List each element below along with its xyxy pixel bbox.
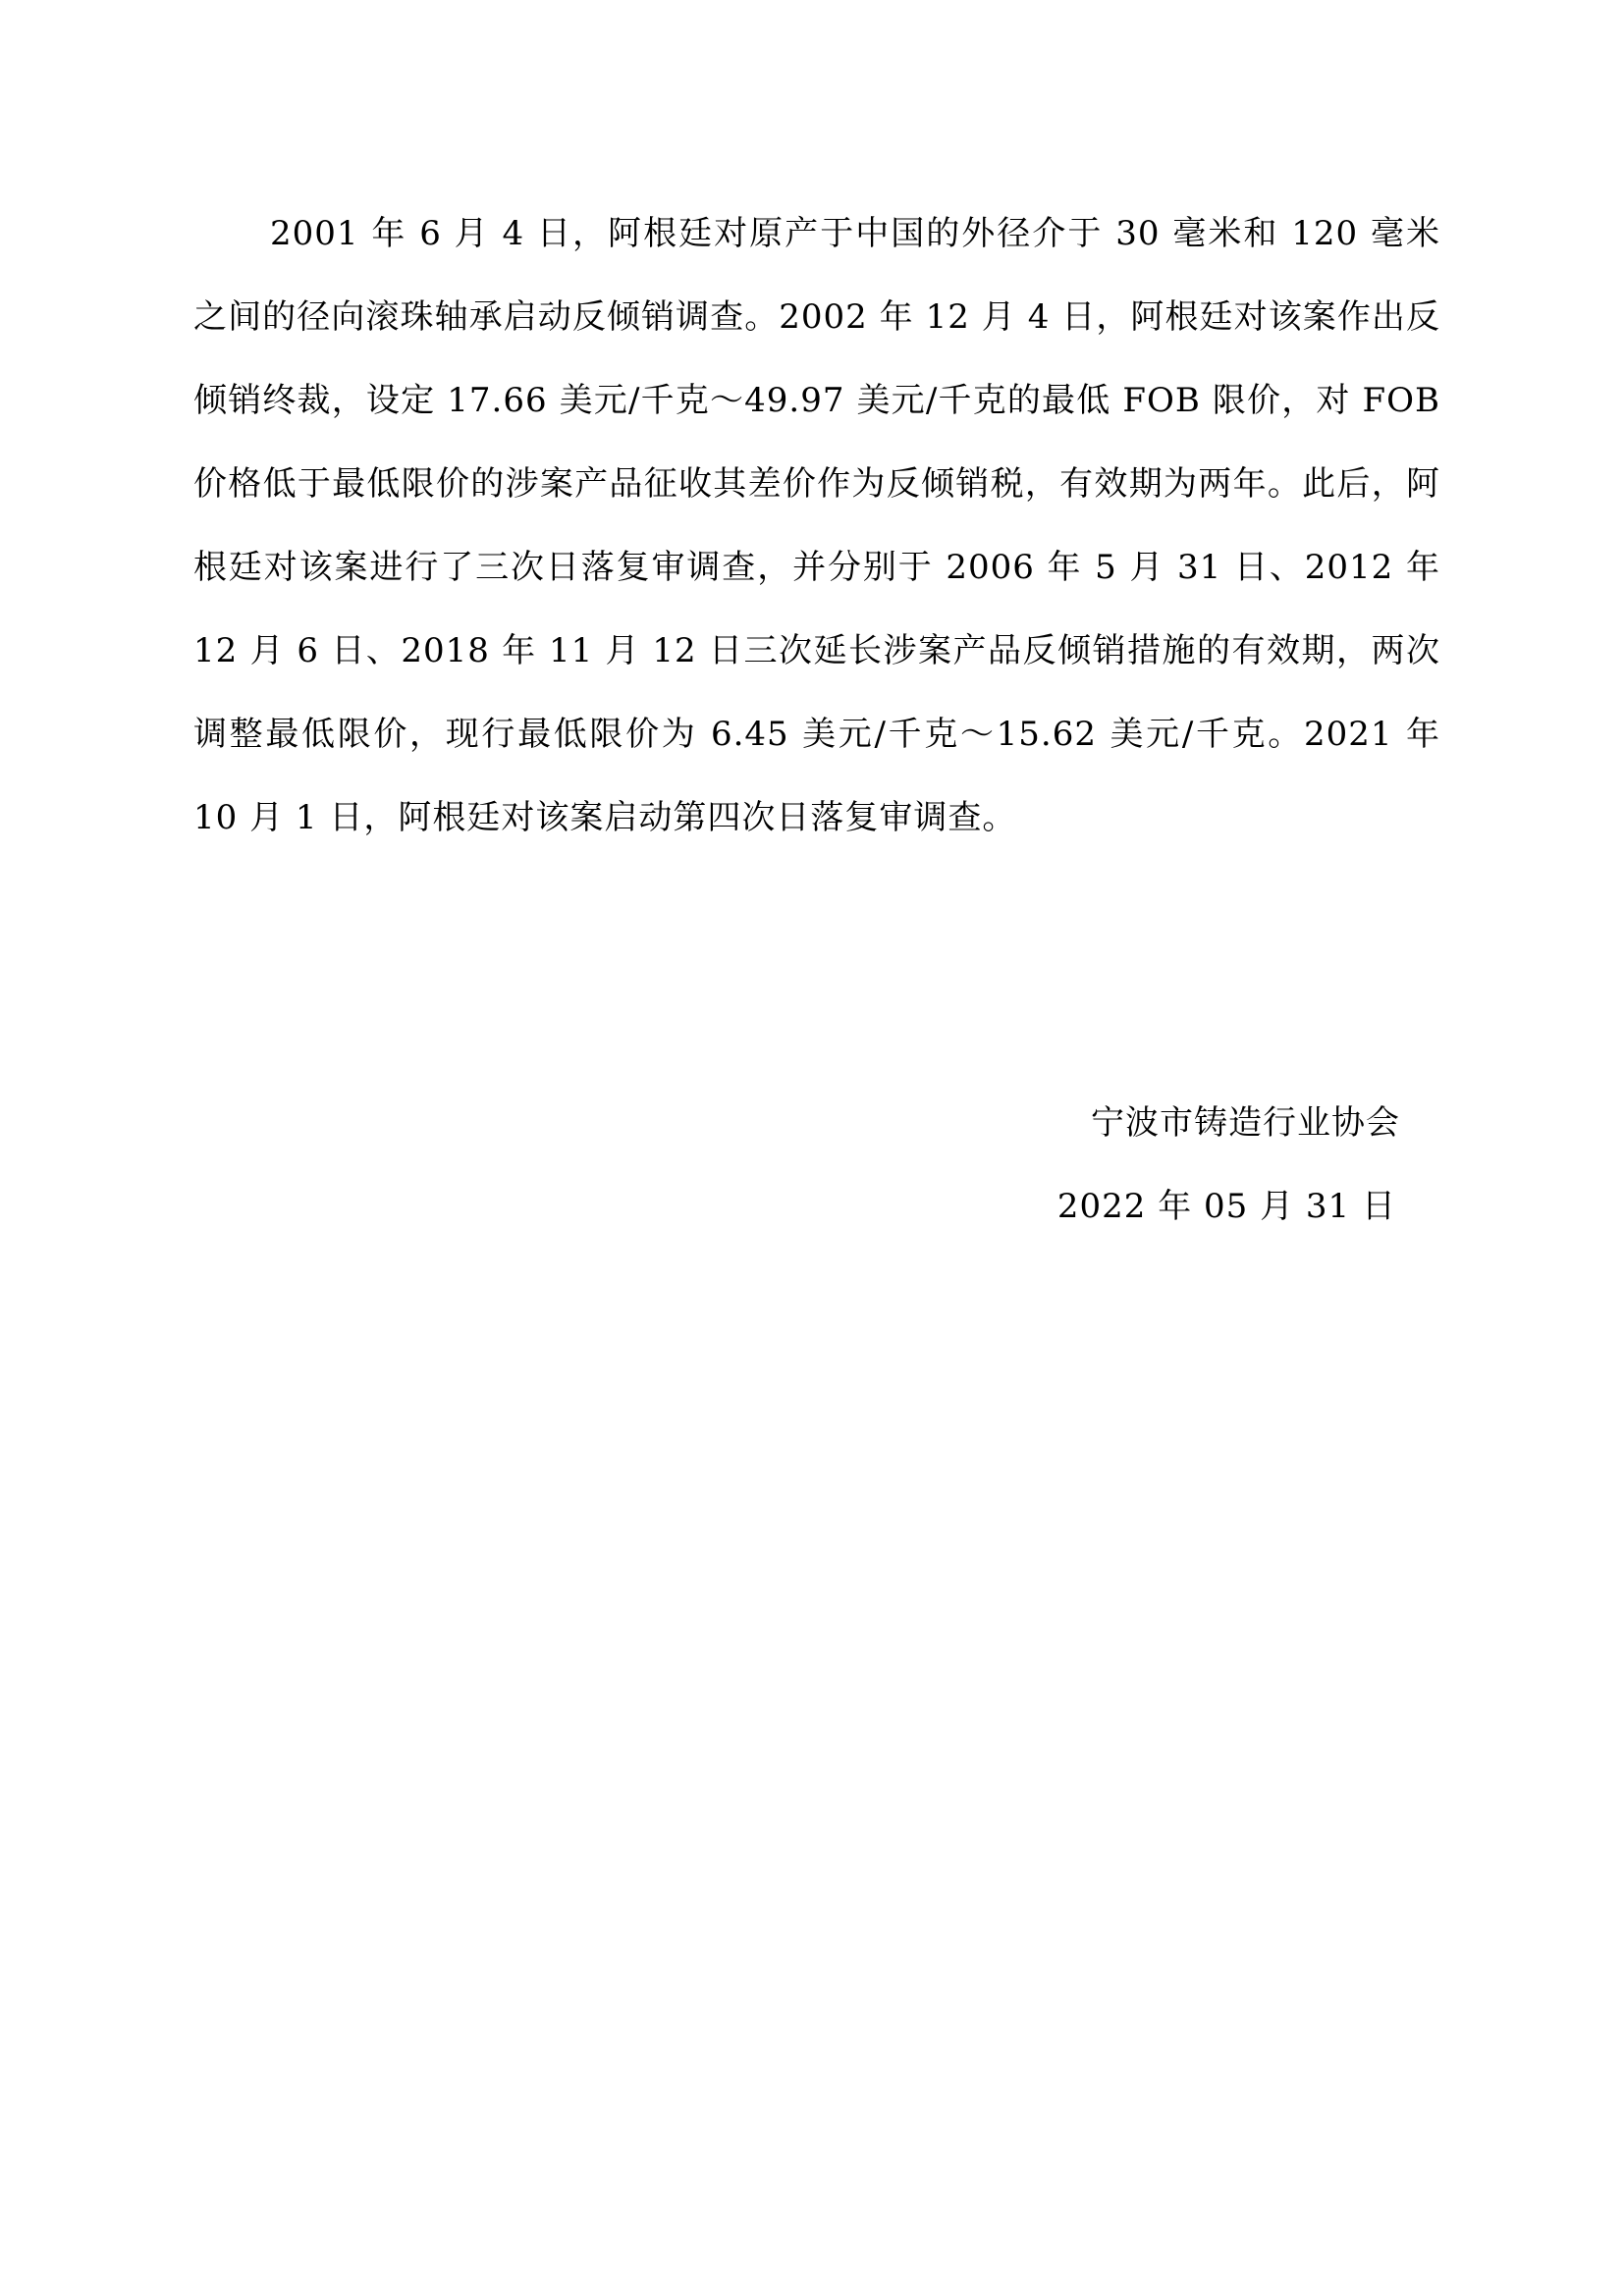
signature-block [1057, 1082, 1400, 1249]
body-paragraph: 2001 年 6 月 4 日，阿根廷对原产于中国的外径介于 30 毫米和 120 毫米之间的径向滚珠轴承启动反倾销调查。2002 年 12 月 4 日，阿根廷对该案作出反倾销终裁，设定 17.66 美元/千克～49.97 美元/千克的最低 FOB 限价，对 FOB 价格低于最低限价的涉案产品征收其差价作为反倾销税，有效期为两年。此后，阿根廷对该案进行了三次日落复审调查，并分别于 2006 年 5 月 31 日、2012 年 12 月 6 日、2018 年 11 月 12 日三次延长涉案产品反倾销措施的有效期，两次调整最低限价，现行最低限价为 6.45 美元/千克～15.62 美元/千克。2021 年 10 月 1 日，阿根廷对该案启动第四次日落复审调查。 [193, 214, 1440, 837]
signature-date: 2022 年 05 月 31 日 [1056, 1187, 1396, 1226]
signature-organization: 宁波市铸造行业协会 [1091, 1103, 1400, 1143]
